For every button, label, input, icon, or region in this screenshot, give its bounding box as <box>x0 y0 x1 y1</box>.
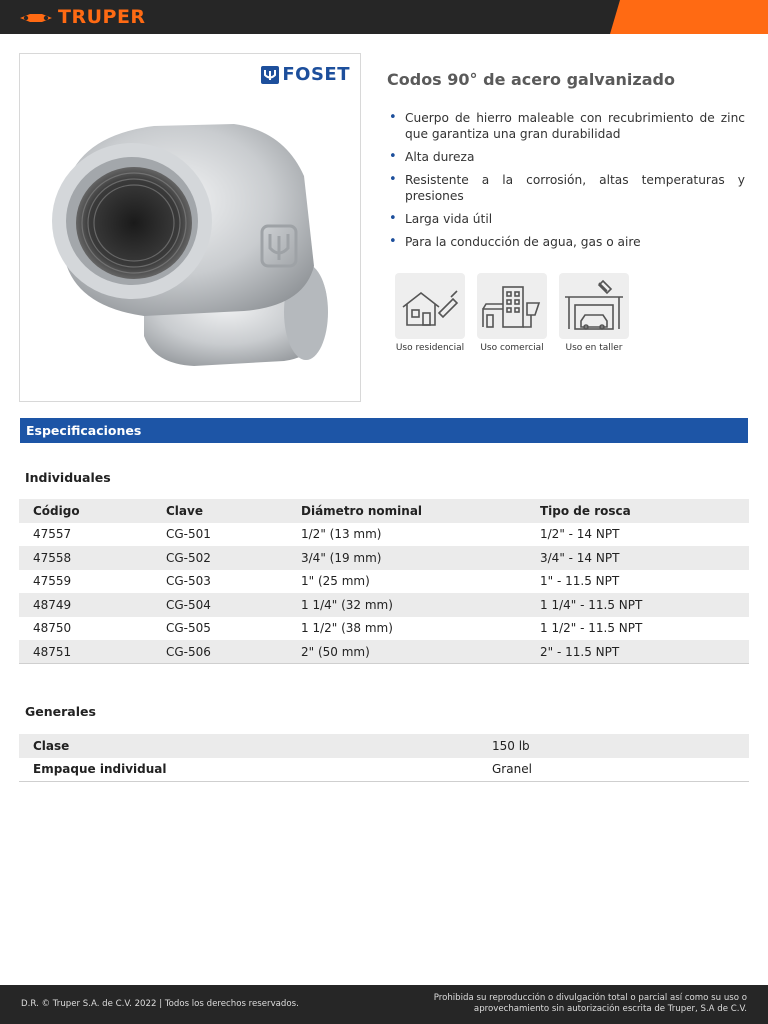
product-title: Codos 90° de acero galvanizado <box>387 70 675 89</box>
foset-badge-icon <box>261 66 279 84</box>
general-label: Empaque individual <box>33 762 167 776</box>
specifications-header: Especificaciones <box>20 418 748 443</box>
cell-codigo: 47558 <box>33 550 72 565</box>
cell-rosca: 1 1/4" - 11.5 NPT <box>540 597 643 612</box>
legal-notice-line: aprovechamiento sin autorización escrita de Truper, S.A de C.V. <box>473 1004 747 1014</box>
cell-rosca: 3/4" - 14 NPT <box>540 550 620 565</box>
feature-item: • Cuerpo de hierro maleable con recubrimiento de zinc que garantiza una gran durabilidad <box>389 110 745 142</box>
use-workshop <box>553 273 635 353</box>
use-label: Uso comercial <box>480 343 544 353</box>
feature-item: • Larga vida útil <box>389 211 745 227</box>
workshop-garage-icon <box>559 273 629 339</box>
cell-clave: CG-504 <box>166 597 211 612</box>
feature-item: • Alta dureza <box>389 149 745 165</box>
table-row <box>19 758 749 782</box>
cell-diametro: 1/2" (13 mm) <box>301 527 382 542</box>
copyright-text: D.R. © Truper S.A. de C.V. 2022 | Todos los derechos reservados. <box>21 999 299 1009</box>
cell-clave: CG-505 <box>166 621 211 636</box>
cell-codigo: 48749 <box>33 597 72 612</box>
cell-codigo: 48751 <box>33 644 72 659</box>
cell-rosca: 1/2" - 14 NPT <box>540 527 620 542</box>
table-row <box>19 617 749 641</box>
foset-logo <box>261 64 350 85</box>
column-header: Clave <box>166 503 203 518</box>
cell-codigo: 47557 <box>33 527 72 542</box>
cell-clave: CG-502 <box>166 550 211 565</box>
foset-wordmark: FOSET <box>282 64 350 85</box>
page-footer <box>0 985 768 1024</box>
individual-heading: Individuales <box>25 470 111 485</box>
cell-diametro: 3/4" (19 mm) <box>301 550 382 565</box>
cell-clave: CG-501 <box>166 527 211 542</box>
cell-clave: CG-503 <box>166 574 211 589</box>
top-header-bar <box>0 0 768 34</box>
column-header: Diámetro nominal <box>301 503 423 518</box>
wrench-logo-icon <box>18 10 54 24</box>
cell-codigo: 48750 <box>33 621 72 636</box>
table-header-row <box>19 499 749 523</box>
table-row <box>19 640 749 664</box>
cell-diametro: 1 1/4" (32 mm) <box>301 597 393 612</box>
cell-diametro: 1" (25 mm) <box>301 574 370 589</box>
general-specs-table <box>19 734 749 782</box>
column-header: Tipo de rosca <box>540 503 631 518</box>
cell-codigo: 47559 <box>33 574 72 589</box>
house-icon <box>395 273 465 339</box>
table-row <box>19 734 749 758</box>
table-row <box>19 570 749 594</box>
use-label: Uso residencial <box>395 343 465 353</box>
product-image-panel <box>19 53 361 402</box>
use-commercial <box>471 273 553 353</box>
cell-diametro: 2" (50 mm) <box>301 644 370 659</box>
use-label: Uso en taller <box>565 343 623 353</box>
general-heading: Generales <box>25 704 96 719</box>
table-row <box>19 546 749 570</box>
feature-item: • Para la conducción de agua, gas o aire <box>389 234 745 250</box>
cell-diametro: 1 1/2" (38 mm) <box>301 621 393 636</box>
feature-item: • Resistente a la corrosión, altas temperaturas y presiones <box>389 172 745 204</box>
cell-clave: CG-506 <box>166 644 211 659</box>
cell-rosca: 1" - 11.5 NPT <box>540 574 620 589</box>
usage-icons <box>389 273 635 353</box>
legal-notice <box>434 993 747 1015</box>
cell-rosca: 1 1/2" - 11.5 NPT <box>540 621 643 636</box>
general-value: 150 lb <box>492 738 530 753</box>
cell-rosca: 2" - 11.5 NPT <box>540 644 620 659</box>
header-accent-stripe <box>610 0 768 34</box>
column-header: Código <box>33 503 80 518</box>
commercial-building-icon <box>477 273 547 339</box>
general-label: Clase <box>33 738 70 753</box>
galvanized-elbow-image <box>44 116 344 376</box>
brand-name: TRUPER <box>58 6 146 28</box>
legal-notice-line: Prohibida su reproducción o divulgación total o parcial así como su uso o <box>433 993 747 1003</box>
table-row <box>19 523 749 547</box>
general-value: Granel <box>492 762 532 776</box>
table-row <box>19 593 749 617</box>
use-residential <box>389 273 471 353</box>
individual-specs-table <box>19 499 749 664</box>
truper-logo <box>18 6 146 28</box>
feature-list <box>389 110 745 257</box>
